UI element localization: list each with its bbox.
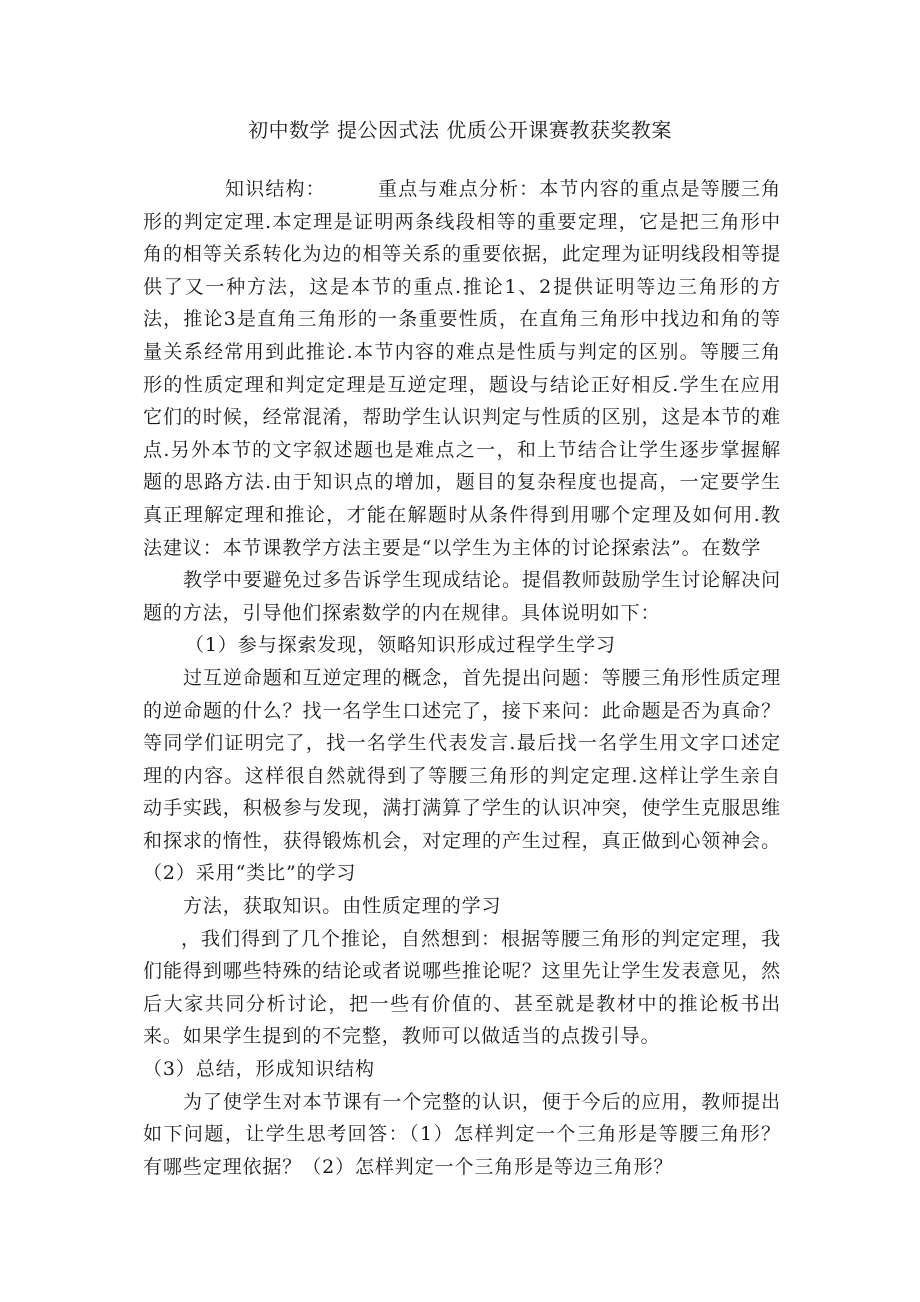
paragraph-teaching-method: 教学中要避免过多告诉学生现成结论。提倡教师鼓励学生讨论解决问题的方法，引导他们探索数学的内在规律。具体说明如下： [143,569,781,624]
paragraph-knowledge-structure [143,173,781,564]
paragraph-step-1-detail: 过互逆命题和互逆定理的概念，首先提出问题：等腰三角形性质定理的逆命题的什么？找一名学生口述完了，接下来问：此命题是否为真命？等同学们证明完了，找一名学生代表发言.最后找一名学生用文字口述定理的内容。这样很自然就得到了等腰三角形的判定定理.这样让学生亲自动手实践，积极参与发现，满打满算了学生的认识冲突，使学生克服思维和探求的惰性，获得锻炼机会，对定理的产生过程，真正做到心领神会。（2）采用“类比”的学习 [143,666,781,885]
paragraph-step-2-start: 方法，获取知识。由性质定理的学习 [183,895,502,918]
paragraph-text: 重点与难点分析：本节内容的重点是等腰三角形的判定定理.本定理是证明两条线段相等的重要定理，它是把三角形中角的相等关系转化为边的相等关系的重要依据，此定理为证明线段相等提供了又一种方法，这是本节的重点.推论1、2提供证明等边三角形的方法，推论3是直角三角形的一条重要性质，在直角三角形中找边和角的等量关系经常用到此推论.本节内容的难点是性质与判定的区别。等腰三角形的性质定理和判定定理是互逆定理，题设与结论正好相反.学生在应用它们的时候，经常混淆，帮助学生认识判定与性质的区别，这是本节的难点.另外本节的文字叙述题也是难点之一，和上节结合让学生逐步掌握解题的思路方法.由于知识点的增加，题目的复杂程度也提高，一定要学生真正理解定理和推论，才能在解题时从条件得到用哪个定理及如何用.教法建议：本节课教学方法主要是“以学生为主体的讨论探索法”。在数学 [143,178,781,559]
paragraph-lead-label: 知识结构： [225,178,326,200]
section-heading-step-1: （1）参与探索发现，领略知识形成过程学生学习 [185,634,616,657]
paragraph-step-3-detail: 为了使学生对本节课有一个完整的认识，便于今后的应用，教师提出如下问题，让学生思考回答：（1）怎样判定一个三角形是等腰三角形？有哪些定理依据？（2）怎样判定一个三角形是等边三角形？ [143,1090,781,1178]
document-body [143,173,781,1183]
section-heading-step-3: （3）总结，形成知识结构 [143,1058,375,1081]
document-title: 初中数学 提公因式法 优质公开课赛教获奖教案 [248,118,672,142]
paragraph-step-2-detail: ，我们得到了几个推论，自然想到：根据等腰三角形的判定定理，我们能得到哪些特殊的结论或者说哪些推论呢？这里先让学生发表意见，然后大家共同分析讨论，把一些有价值的、甚至就是教材中的推论板书出来。如果学生提到的不完整，教师可以做适当的点拨引导。 [143,927,781,1048]
